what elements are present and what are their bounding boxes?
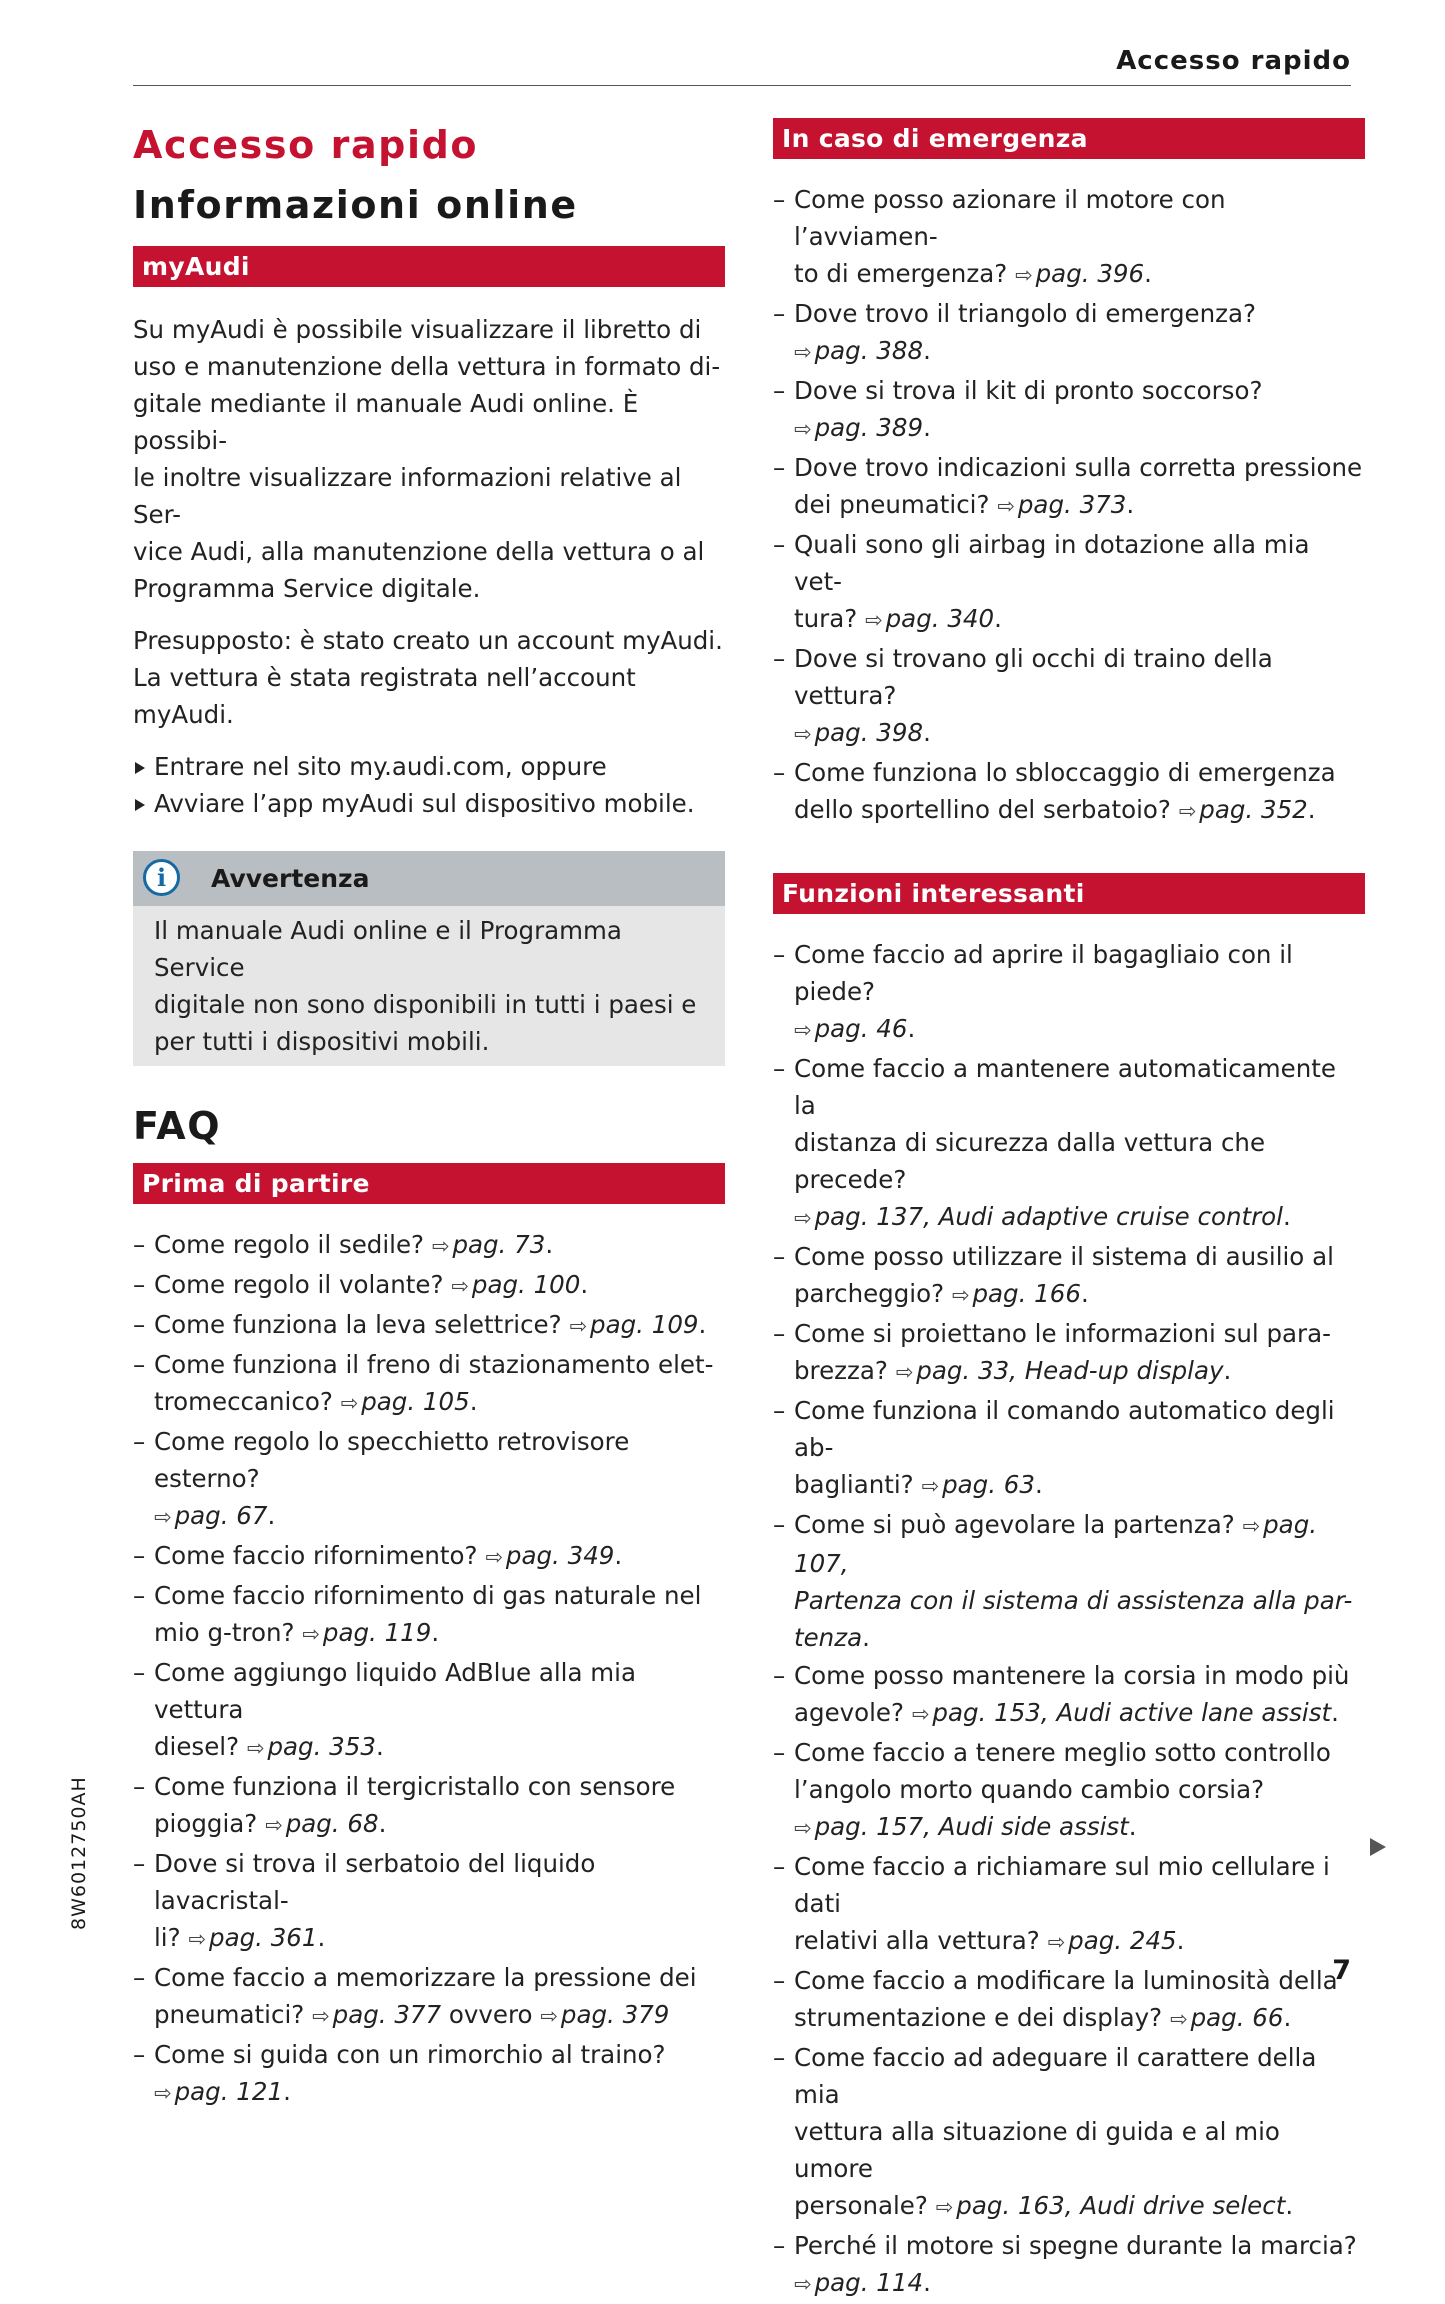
page-ref-arrow-icon: ⇨ bbox=[340, 1391, 359, 1415]
heading-funzioni: Funzioni interessanti bbox=[773, 873, 1365, 914]
page-ref-text: pag. 63 bbox=[942, 1470, 1035, 1499]
text-line: Programma Service digitale. bbox=[133, 574, 481, 603]
page-ref-text: pag. 349 bbox=[505, 1541, 615, 1570]
text-line: Su myAudi è possibile visualizzare il libretto di bbox=[133, 315, 702, 344]
page-ref-text: pag. 361 bbox=[209, 1923, 318, 1952]
myaudi-prerequisite bbox=[133, 622, 725, 733]
page-ref-arrow-icon: ⇨ bbox=[794, 722, 812, 746]
punctuation: . bbox=[317, 1923, 326, 1952]
dash-bullet: – bbox=[773, 376, 786, 405]
dash-bullet: – bbox=[773, 1661, 786, 1690]
page-ref-title: Partenza con il sistema di assistenza alla par- bbox=[794, 1586, 1353, 1615]
dash-bullet: – bbox=[133, 1963, 146, 1992]
page-reference[interactable] bbox=[794, 718, 923, 747]
page-reference[interactable] bbox=[569, 1310, 698, 1339]
page-ref-arrow-icon: ⇨ bbox=[865, 608, 883, 632]
question-text: Dove trovo il triangolo di emergenza? bbox=[794, 299, 1257, 328]
page-ref-text: pag. 389 bbox=[814, 413, 924, 442]
document-code: 8W6012750AH bbox=[68, 1776, 90, 1930]
page-reference[interactable] bbox=[540, 2000, 669, 2029]
page-ref-text: pag. 100 bbox=[471, 1270, 581, 1299]
dash-bullet: – bbox=[133, 1849, 146, 1878]
page-ref-arrow-icon: ⇨ bbox=[921, 1474, 940, 1498]
question-text: tura? bbox=[794, 604, 866, 633]
heading-emergenza: In caso di emergenza bbox=[773, 118, 1365, 159]
question-text: li? bbox=[154, 1923, 189, 1952]
question-text: Dove si trova il kit di pronto soccorso? bbox=[794, 376, 1263, 405]
faq-item bbox=[133, 1306, 725, 1345]
text-line: Il manuale Audi online e il Programma Service bbox=[154, 916, 622, 982]
text-line: La vettura è stata registrata nell’account myAudi. bbox=[133, 663, 636, 729]
page-reference[interactable] bbox=[188, 1923, 317, 1952]
question-text: Come faccio rifornimento? bbox=[154, 1541, 486, 1570]
punctuation: . bbox=[431, 1618, 440, 1647]
faq-list-emergenza bbox=[773, 181, 1365, 830]
question-text: Come faccio a memorizzare la pressione dei bbox=[154, 1963, 697, 1992]
page-ref-arrow-icon: ⇨ bbox=[997, 494, 1015, 518]
page-ref-text: pag. 114 bbox=[814, 2268, 924, 2297]
question-text: Quali sono gli airbag in dotazione alla mia vet- bbox=[794, 530, 1310, 596]
question-text: parcheggio? bbox=[794, 1279, 952, 1308]
dash-bullet: – bbox=[773, 185, 786, 214]
dash-bullet: – bbox=[773, 1852, 786, 1881]
question-text: Come funziona il freno di stazionamento elet- bbox=[154, 1350, 714, 1379]
dash-bullet: – bbox=[773, 453, 786, 482]
page-ref-arrow-icon: ⇨ bbox=[188, 1927, 207, 1951]
text-line: uso e manutenzione della vettura in formato di- bbox=[133, 352, 721, 381]
page-ref-text: pag. 66 bbox=[1190, 2003, 1284, 2032]
text-line: digitale non sono disponibili in tutti i paesi e bbox=[154, 990, 697, 1019]
faq-block bbox=[133, 1101, 725, 2112]
page-reference[interactable] bbox=[1179, 795, 1308, 824]
question-text: Come faccio a mantenere automaticamente la bbox=[794, 1054, 1336, 1120]
note-box bbox=[133, 851, 725, 1066]
page-ref-arrow-icon: ⇨ bbox=[154, 2081, 172, 2105]
page-ref-arrow-icon: ⇨ bbox=[935, 2195, 954, 2219]
dash-bullet: – bbox=[133, 1310, 146, 1339]
faq-item bbox=[133, 1845, 725, 1958]
page-reference[interactable] bbox=[936, 2191, 1286, 2220]
page-ref-text: pag. 163, Audi drive select bbox=[956, 2191, 1286, 2220]
punctuation: . bbox=[698, 1310, 707, 1339]
info-icon: i bbox=[143, 859, 180, 896]
page-reference[interactable] bbox=[794, 1812, 1129, 1841]
question-text: Come si può agevolare la partenza? bbox=[794, 1510, 1243, 1539]
question-text: Come regolo il sedile? bbox=[154, 1230, 432, 1259]
dash-bullet: – bbox=[773, 2043, 786, 2072]
punctuation: . bbox=[907, 1014, 916, 1043]
running-header: Accesso rapido bbox=[1116, 46, 1351, 76]
page-reference[interactable] bbox=[302, 1618, 431, 1647]
page-ref-text: pag. 109 bbox=[590, 1310, 699, 1339]
dash-bullet: – bbox=[133, 1427, 146, 1456]
faq-item bbox=[773, 181, 1365, 294]
right-column bbox=[773, 118, 1365, 2304]
faq-item bbox=[773, 1392, 1365, 1505]
question-text: l’angolo morto quando cambio corsia? bbox=[794, 1775, 1265, 1804]
page-ref-arrow-icon: ⇨ bbox=[794, 417, 812, 441]
question-text: dello sportellino del serbatoio? bbox=[794, 795, 1179, 824]
page-ref-text: pag. 33, Head-up display bbox=[916, 1356, 1224, 1385]
faq-item bbox=[773, 1238, 1365, 1314]
question-text: Perché il motore si spegne durante la marcia? bbox=[794, 2231, 1357, 2260]
page-ref-arrow-icon: ⇨ bbox=[911, 1702, 930, 1726]
page-ref-text: pag. 68 bbox=[285, 1809, 379, 1838]
page-reference[interactable] bbox=[794, 336, 923, 365]
text-line: vice Audi, alla manutenzione della vettura o al bbox=[133, 537, 705, 566]
punctuation: . bbox=[1080, 1279, 1089, 1308]
question-text: Come si guida con un rimorchio al traino? bbox=[154, 2040, 666, 2069]
question-text: pioggia? bbox=[154, 1809, 266, 1838]
page-reference[interactable] bbox=[485, 1541, 614, 1570]
dash-bullet: – bbox=[773, 1319, 786, 1348]
punctuation: . bbox=[1307, 795, 1316, 824]
dash-bullet: – bbox=[773, 2231, 786, 2260]
punctuation: . bbox=[1144, 259, 1152, 288]
faq-item bbox=[133, 1423, 725, 1536]
page-ref-text: pag. 353 bbox=[267, 1732, 376, 1761]
page-ref-text: pag. 373 bbox=[1017, 490, 1127, 519]
page-ref-text: pag. 245 bbox=[1068, 1926, 1177, 1955]
punctuation: . bbox=[283, 2077, 291, 2106]
page-ref-text: pag. 398 bbox=[814, 718, 924, 747]
faq-item bbox=[133, 1266, 725, 1305]
page-ref-arrow-icon: ⇨ bbox=[246, 1736, 265, 1760]
punctuation: . bbox=[1034, 1470, 1043, 1499]
page-reference[interactable] bbox=[154, 2077, 283, 2106]
text-line: gitale mediante il manuale Audi online. È possibi- bbox=[133, 389, 639, 455]
faq-item bbox=[773, 1962, 1365, 2038]
question-text: Come funziona lo sbloccaggio di emergenza bbox=[794, 758, 1336, 787]
page-ref-text: pag. 379 bbox=[560, 2000, 670, 2029]
page-ref-arrow-icon: ⇨ bbox=[794, 1816, 812, 1840]
page-reference[interactable] bbox=[265, 1809, 378, 1838]
question-text: Come regolo lo specchietto retrovisore esterno? bbox=[154, 1427, 630, 1493]
question-text: Come faccio rifornimento di gas naturale nel bbox=[154, 1581, 702, 1610]
dash-bullet: – bbox=[773, 644, 786, 673]
page-reference[interactable] bbox=[1015, 259, 1144, 288]
page-ref-text: pag. 388 bbox=[814, 336, 924, 365]
page-ref-arrow-icon: ⇨ bbox=[895, 1360, 914, 1384]
page-ref-text: pag. 67 bbox=[174, 1501, 268, 1530]
punctuation: . bbox=[1282, 1202, 1291, 1231]
page-ref-arrow-icon: ⇨ bbox=[1178, 799, 1197, 823]
myaudi-intro bbox=[133, 311, 725, 607]
page-ref-arrow-icon: ⇨ bbox=[265, 1813, 283, 1837]
dash-bullet: – bbox=[773, 1054, 786, 1083]
punctuation: . bbox=[1285, 2191, 1294, 2220]
page-reference[interactable] bbox=[341, 1387, 470, 1416]
dash-bullet: – bbox=[133, 1658, 146, 1687]
page-reference[interactable] bbox=[794, 1014, 907, 1043]
question-text: brezza? bbox=[794, 1356, 896, 1385]
dash-bullet: – bbox=[133, 1270, 146, 1299]
question-text: vettura alla situazione di guida e al mio umore bbox=[794, 2117, 1280, 2183]
question-text: Come faccio ad aprire il bagagliaio con il piede? bbox=[794, 940, 1293, 1006]
step-item: Entrare nel sito my.audi.com, oppure bbox=[133, 748, 725, 785]
faq-item bbox=[133, 2036, 725, 2112]
question-text: Come posso azionare il motore con l’avviamen- bbox=[794, 185, 1226, 251]
page-reference[interactable] bbox=[451, 1270, 580, 1299]
faq-item bbox=[773, 1657, 1365, 1733]
page-ref-arrow-icon: ⇨ bbox=[794, 1018, 812, 1042]
question-text: Come faccio ad adeguare il carattere della mia bbox=[794, 2043, 1317, 2109]
faq-item bbox=[133, 1654, 725, 1767]
left-column bbox=[133, 118, 725, 2113]
page-ref-text: pag. 119 bbox=[322, 1618, 432, 1647]
punctuation: . bbox=[1331, 1698, 1339, 1727]
question-text: dei pneumatici? bbox=[794, 490, 998, 519]
punctuation: . bbox=[923, 336, 931, 365]
punctuation: . bbox=[375, 1732, 384, 1761]
question-text: Come funziona la leva selettrice? bbox=[154, 1310, 570, 1339]
faq-item bbox=[773, 2039, 1365, 2226]
faq-item bbox=[773, 1315, 1365, 1391]
page-ref-title: tenza bbox=[794, 1623, 863, 1652]
continue-arrow-icon bbox=[1370, 1838, 1386, 1856]
question-text: tromeccanico? bbox=[154, 1387, 341, 1416]
page-ref-arrow-icon: ⇨ bbox=[951, 1283, 970, 1307]
question-text: relativi alla vettura? bbox=[794, 1926, 1048, 1955]
faq-item bbox=[133, 1768, 725, 1844]
page-ref-text: pag. 352 bbox=[1199, 795, 1308, 824]
punctuation: . bbox=[923, 2268, 931, 2297]
faq-item bbox=[773, 754, 1365, 830]
triangle-bullet-icon bbox=[135, 799, 145, 811]
page-ref-text: pag. 73 bbox=[452, 1230, 546, 1259]
faq-item bbox=[773, 449, 1365, 525]
dash-bullet: – bbox=[773, 1738, 786, 1767]
faq-item bbox=[773, 936, 1365, 1049]
punctuation: . bbox=[1283, 2003, 1292, 2032]
question-text: Come regolo il volante? bbox=[154, 1270, 452, 1299]
question-text: distanza di sicurezza dalla vettura che precede? bbox=[794, 1128, 1266, 1194]
page-reference[interactable] bbox=[794, 2268, 923, 2297]
note-title: Avvertenza bbox=[211, 864, 370, 893]
faq-item bbox=[773, 526, 1365, 639]
connector-text: ovvero bbox=[441, 2000, 541, 2029]
dash-bullet: – bbox=[133, 1772, 146, 1801]
question-text: agevole? bbox=[794, 1698, 912, 1727]
page-ref-arrow-icon: ⇨ bbox=[569, 1314, 588, 1338]
page-ref-arrow-icon: ⇨ bbox=[794, 1206, 812, 1230]
page-ref-arrow-icon: ⇨ bbox=[1242, 1514, 1261, 1538]
question-text: mio g-tron? bbox=[154, 1618, 303, 1647]
question-text: Come funziona il comando automatico degli ab- bbox=[794, 1396, 1335, 1462]
section-subtitle: Informazioni online bbox=[133, 183, 578, 227]
note-body bbox=[133, 906, 725, 1066]
punctuation: . bbox=[1126, 490, 1135, 519]
question-text: Come posso mantenere la corsia in modo più bbox=[794, 1661, 1350, 1690]
section-title: Accesso rapido bbox=[133, 123, 479, 167]
question-text: Come aggiungo liquido AdBlue alla mia vettura bbox=[154, 1658, 636, 1724]
punctuation: . bbox=[1128, 1812, 1137, 1841]
page-ref-text: pag. 153, Audi active lane assist bbox=[932, 1698, 1332, 1727]
page-ref-text: pag. 340 bbox=[885, 604, 995, 633]
question-text: Dove si trovano gli occhi di traino della vettura? bbox=[794, 644, 1273, 710]
page-reference[interactable] bbox=[794, 413, 923, 442]
question-text: Come posso utilizzare il sistema di ausilio al bbox=[794, 1242, 1334, 1271]
dash-bullet: – bbox=[773, 1966, 786, 1995]
question-text: diesel? bbox=[154, 1732, 247, 1761]
page-number: 7 bbox=[1332, 1955, 1351, 1986]
page-ref-text: pag. 166 bbox=[972, 1279, 1081, 1308]
page-reference[interactable] bbox=[1048, 1926, 1177, 1955]
question-text: Come funziona il tergicristallo con sensore bbox=[154, 1772, 676, 1801]
page-ref-arrow-icon: ⇨ bbox=[485, 1545, 503, 1569]
page-ref-text: pag. 396 bbox=[1035, 259, 1145, 288]
myaudi-steps bbox=[133, 748, 725, 822]
faq-item bbox=[133, 1346, 725, 1422]
faq-item bbox=[773, 372, 1365, 448]
note-header bbox=[133, 851, 725, 906]
step-item: Avviare l’app myAudi sul dispositivo mobile. bbox=[133, 785, 725, 822]
page-ref-text: pag. 46 bbox=[814, 1014, 908, 1043]
dash-bullet: – bbox=[133, 2040, 146, 2069]
page-ref-arrow-icon: ⇨ bbox=[154, 1505, 172, 1529]
question-text: Dove si trova il serbatoio del liquido lavacristal- bbox=[154, 1849, 596, 1915]
faq-item bbox=[773, 1734, 1365, 1847]
page-reference[interactable] bbox=[794, 1202, 1283, 1231]
page-ref-arrow-icon: ⇨ bbox=[1047, 1930, 1066, 1954]
punctuation: . bbox=[378, 1809, 387, 1838]
page-ref-text: pag. 107, bbox=[794, 1510, 1318, 1578]
faq-item bbox=[773, 1848, 1365, 1961]
dash-bullet: – bbox=[773, 530, 786, 559]
page-reference[interactable] bbox=[997, 490, 1126, 519]
page-ref-text: pag. 105 bbox=[361, 1387, 470, 1416]
dash-bullet: – bbox=[773, 1396, 786, 1425]
punctuation: . bbox=[862, 1623, 870, 1652]
page-reference[interactable] bbox=[921, 1470, 1034, 1499]
punctuation: . bbox=[614, 1541, 623, 1570]
faq-item bbox=[773, 640, 1365, 753]
page-reference[interactable] bbox=[912, 1698, 1331, 1727]
faq-list-prima bbox=[133, 1226, 725, 2112]
page-reference[interactable] bbox=[896, 1356, 1224, 1385]
punctuation: . bbox=[923, 718, 931, 747]
page-reference[interactable] bbox=[952, 1279, 1081, 1308]
text-line: Presupposto: è stato creato un account myAudi. bbox=[133, 626, 723, 655]
page-ref-arrow-icon: ⇨ bbox=[1015, 263, 1033, 287]
heading-prima-di-partire: Prima di partire bbox=[133, 1163, 725, 1204]
dash-bullet: – bbox=[773, 758, 786, 787]
page-ref-text: pag. 121 bbox=[174, 2077, 284, 2106]
page-reference[interactable] bbox=[1170, 2003, 1283, 2032]
page-ref-arrow-icon: ⇨ bbox=[431, 1234, 450, 1258]
punctuation: . bbox=[1223, 1356, 1232, 1385]
triangle-bullet-icon bbox=[135, 762, 145, 774]
text-line: le inoltre visualizzare informazioni relative al Ser- bbox=[133, 463, 682, 529]
faq-item bbox=[773, 2227, 1365, 2303]
faq-item bbox=[133, 1959, 725, 2035]
faq-item bbox=[773, 1050, 1365, 1237]
page-ref-text: pag. 157, Audi side assist bbox=[814, 1812, 1129, 1841]
page-reference[interactable] bbox=[432, 1230, 545, 1259]
faq-list-funzioni bbox=[773, 936, 1365, 2303]
page-reference[interactable] bbox=[247, 1732, 376, 1761]
page-ref-arrow-icon: ⇨ bbox=[312, 2004, 330, 2028]
page-ref-text: pag. 377 bbox=[332, 2000, 442, 2029]
dash-bullet: – bbox=[133, 1350, 146, 1379]
punctuation: . bbox=[1176, 1926, 1185, 1955]
question-text: to di emergenza? bbox=[794, 259, 1016, 288]
question-text: baglianti? bbox=[794, 1470, 922, 1499]
faq-item bbox=[133, 1537, 725, 1576]
page-ref-arrow-icon: ⇨ bbox=[794, 2272, 812, 2296]
punctuation: . bbox=[994, 604, 1002, 633]
dash-bullet: – bbox=[133, 1230, 146, 1259]
page-ref-arrow-icon: ⇨ bbox=[302, 1622, 320, 1646]
page-ref-arrow-icon: ⇨ bbox=[540, 2004, 558, 2028]
question-text: Come faccio a richiamare sul mio cellulare i dati bbox=[794, 1852, 1330, 1918]
page-reference[interactable] bbox=[312, 2000, 441, 2029]
dash-bullet: – bbox=[773, 1510, 786, 1539]
punctuation: . bbox=[923, 413, 931, 442]
faq-item bbox=[773, 295, 1365, 371]
page-reference[interactable] bbox=[154, 1501, 267, 1530]
heading-myaudi: myAudi bbox=[133, 246, 725, 287]
header-rule bbox=[133, 85, 1351, 86]
page-ref-arrow-icon: ⇨ bbox=[1169, 2007, 1188, 2031]
page-reference[interactable] bbox=[865, 604, 994, 633]
text-line: per tutti i dispositivi mobili. bbox=[154, 1027, 490, 1056]
dash-bullet: – bbox=[133, 1581, 146, 1610]
question-text: pneumatici? bbox=[154, 2000, 313, 2029]
question-text: Come faccio a modificare la luminosità della bbox=[794, 1966, 1338, 1995]
question-text: personale? bbox=[794, 2191, 936, 2220]
faq-item bbox=[133, 1577, 725, 1653]
page-ref-arrow-icon: ⇨ bbox=[794, 340, 812, 364]
punctuation: . bbox=[580, 1270, 589, 1299]
faq-title: FAQ bbox=[133, 1104, 222, 1148]
dash-bullet: – bbox=[773, 940, 786, 969]
punctuation: . bbox=[469, 1387, 478, 1416]
faq-item bbox=[773, 1506, 1365, 1656]
punctuation: . bbox=[267, 1501, 276, 1530]
faq-item bbox=[133, 1226, 725, 1265]
question-text: Come faccio a tenere meglio sotto controllo bbox=[794, 1738, 1331, 1767]
page-ref-arrow-icon: ⇨ bbox=[451, 1274, 469, 1298]
dash-bullet: – bbox=[773, 299, 786, 328]
question-text: Dove trovo indicazioni sulla corretta pressione bbox=[794, 453, 1363, 482]
punctuation: . bbox=[545, 1230, 554, 1259]
page-ref-text: pag. 137, Audi adaptive cruise control bbox=[814, 1202, 1283, 1231]
question-text: Come si proiettano le informazioni sul para- bbox=[794, 1319, 1331, 1348]
dash-bullet: – bbox=[133, 1541, 146, 1570]
question-text: strumentazione e dei display? bbox=[794, 2003, 1170, 2032]
dash-bullet: – bbox=[773, 1242, 786, 1271]
